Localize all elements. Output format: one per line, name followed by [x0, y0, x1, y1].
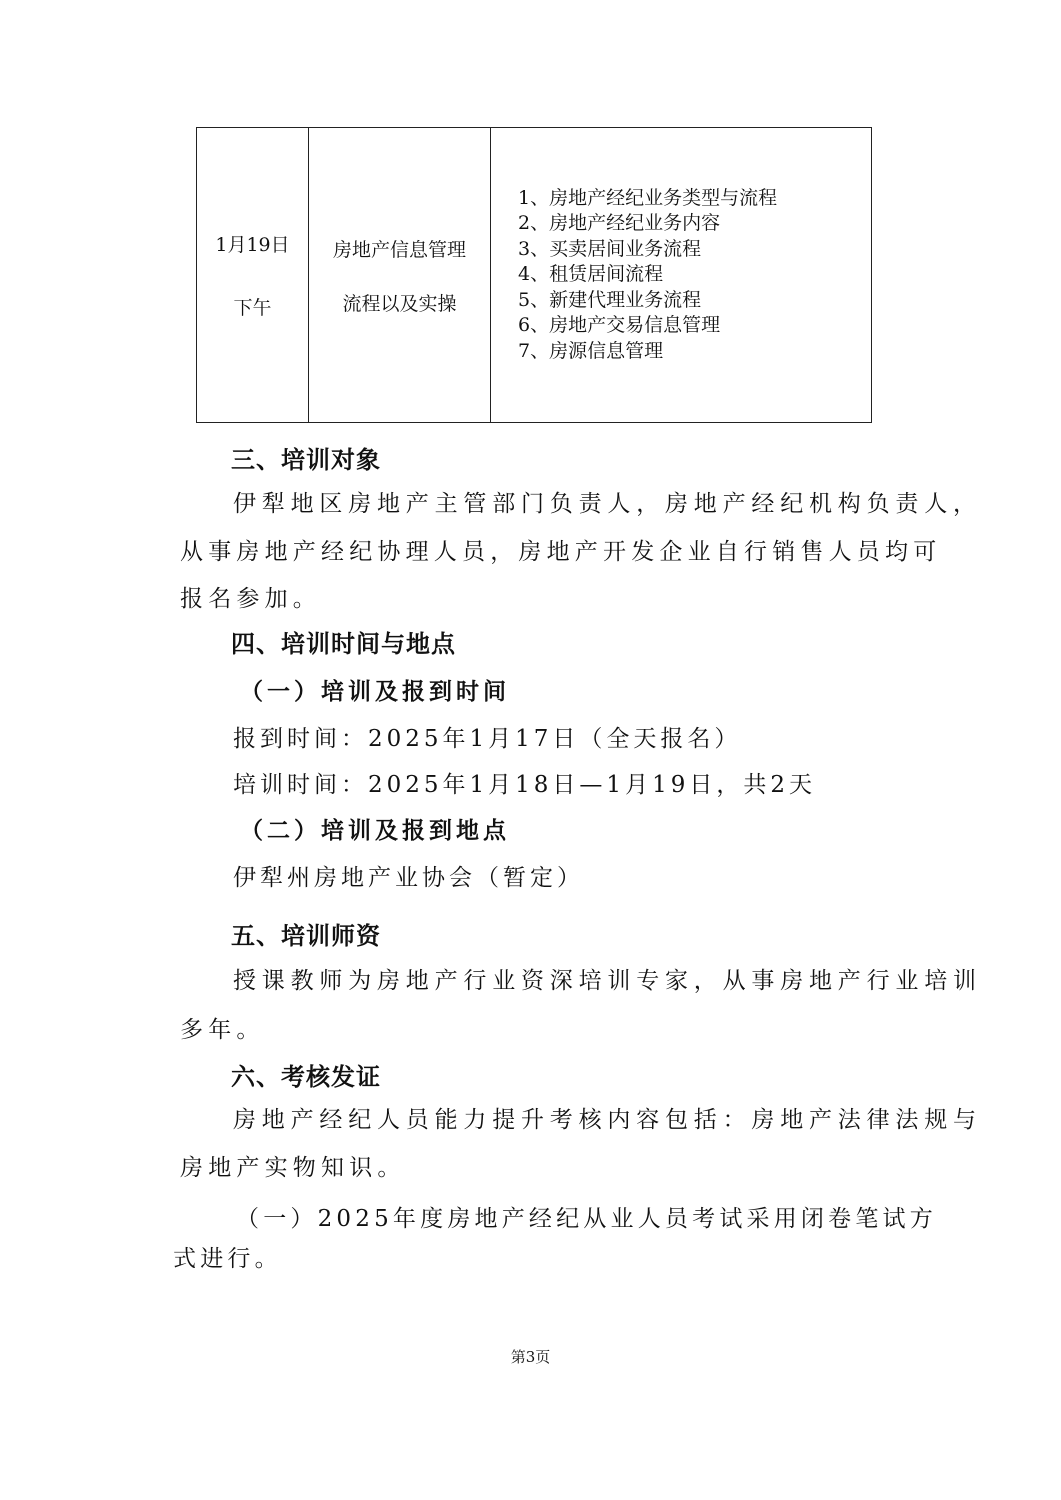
table-row — [197, 128, 872, 423]
section-heading-time-place: 四、培训时间与地点 — [231, 630, 456, 658]
training-location: 伊犁州房地产业协会（暂定） — [233, 865, 584, 891]
paragraph-line: 授课教师为房地产行业资深培训专家，从事房地产行业培训 — [233, 968, 982, 994]
report-time: 报到时间：2025年1月17日（全天报名） — [233, 726, 742, 752]
list-item: 4、租赁居间流程 — [518, 263, 664, 286]
subheading-place: （二）培训及报到地点 — [240, 817, 510, 844]
subheading-time: （一）培训及报到时间 — [240, 678, 510, 705]
paragraph-line: 多年。 — [180, 1017, 265, 1043]
paragraph-line: （一）2025年度房地产经纪从业人员考试采用闭卷笔试方 — [236, 1206, 937, 1232]
topic-list — [491, 186, 871, 365]
list-item: 2、房地产经纪业务内容 — [518, 212, 721, 235]
session-period: 下午 — [233, 297, 272, 319]
paragraph-line: 伊犁地区房地产主管部门负责人，房地产经纪机构负责人， — [233, 491, 982, 517]
list-item: 6、房地产交易信息管理 — [518, 314, 721, 337]
page-number: 第3页 — [510, 1348, 551, 1366]
section-heading-assessment: 六、考核发证 — [231, 1063, 381, 1091]
paragraph-line: 报名参加。 — [180, 586, 321, 612]
training-time: 培训时间：2025年1月18日—1月19日，共2天 — [233, 772, 816, 798]
list-item: 7、房源信息管理 — [518, 339, 664, 362]
module-cell — [309, 128, 491, 423]
list-item: 3、买卖居间业务流程 — [518, 237, 702, 260]
module-title-line2: 流程以及实操 — [342, 292, 457, 315]
session-date: 1月19日 — [215, 234, 290, 256]
section-heading-trainees: 三、培训对象 — [231, 446, 381, 474]
paragraph-line: 从事房地产经纪协理人员，房地产开发企业自行销售人员均可 — [180, 539, 942, 565]
list-item: 5、新建代理业务流程 — [518, 288, 702, 311]
list-item: 1、房地产经纪业务类型与流程 — [518, 186, 778, 209]
topics-cell — [491, 128, 872, 423]
paragraph-line: 式进行。 — [173, 1246, 282, 1272]
date-cell — [197, 128, 309, 423]
paragraph-line: 房地产实物知识。 — [180, 1155, 406, 1181]
paragraph-line: 房地产经纪人员能力提升考核内容包括：房地产法律法规与 — [233, 1107, 982, 1133]
module-title-line1: 房地产信息管理 — [332, 238, 466, 261]
section-heading-teachers: 五、培训师资 — [231, 922, 381, 950]
schedule-table — [196, 127, 872, 423]
